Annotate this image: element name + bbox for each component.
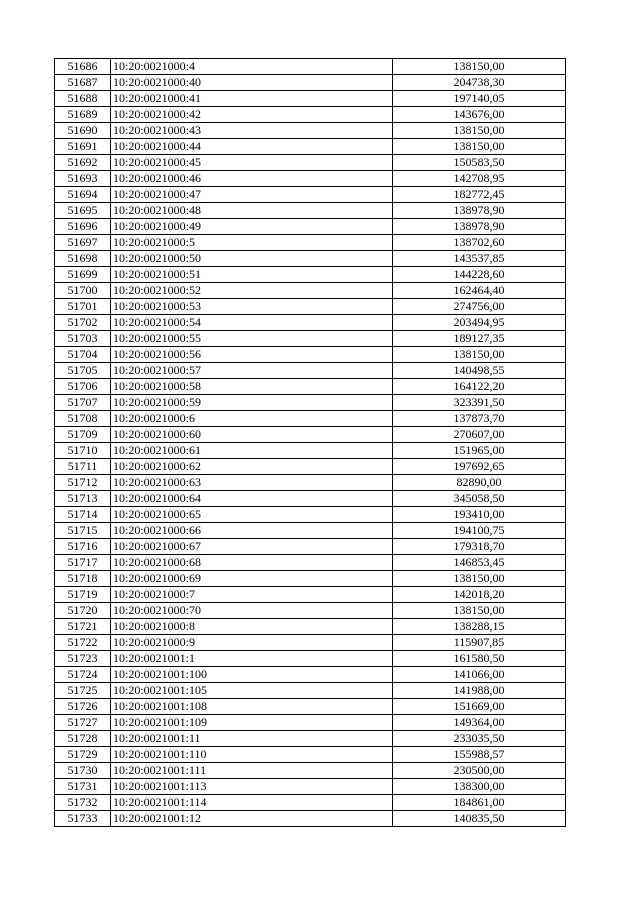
value-cell: 193410,00 [393,507,566,523]
cadastral-number-cell: 10:20:0021000:45 [111,155,393,171]
table-row [55,683,566,699]
value-cell: 138150,00 [393,603,566,619]
value-cell: 197140,05 [393,91,566,107]
cadastral-number-cell: 10:20:0021000:66 [111,523,393,539]
value-cell: 179318,70 [393,539,566,555]
row-number-cell: 51696 [55,219,111,235]
cadastral-number-cell: 10:20:0021000:6 [111,411,393,427]
value-cell: 138150,00 [393,139,566,155]
row-number-cell: 51733 [55,811,111,827]
value-cell: 141066,00 [393,667,566,683]
table-row [55,363,566,379]
cadastral-number-cell: 10:20:0021001:105 [111,683,393,699]
table-row [55,763,566,779]
value-cell: 203494,95 [393,315,566,331]
table-row [55,635,566,651]
row-number-cell: 51723 [55,651,111,667]
value-cell: 141988,00 [393,683,566,699]
cadastral-number-cell: 10:20:0021001:12 [111,811,393,827]
cadastral-number-cell: 10:20:0021000:47 [111,187,393,203]
row-number-cell: 51725 [55,683,111,699]
cadastral-number-cell: 10:20:0021000:55 [111,331,393,347]
value-cell: 197692,65 [393,459,566,475]
value-cell: 194100,75 [393,523,566,539]
table-row [55,171,566,187]
cadastral-number-cell: 10:20:0021000:60 [111,427,393,443]
cadastral-number-cell: 10:20:0021000:52 [111,283,393,299]
value-cell: 140835,50 [393,811,566,827]
value-cell: 345058,50 [393,491,566,507]
table-row [55,315,566,331]
table-row [55,539,566,555]
row-number-cell: 51722 [55,635,111,651]
value-cell: 138150,00 [393,347,566,363]
row-number-cell: 51712 [55,475,111,491]
value-cell: 161580,50 [393,651,566,667]
row-number-cell: 51697 [55,235,111,251]
cadastral-number-cell: 10:20:0021001:111 [111,763,393,779]
cadastral-number-cell: 10:20:0021001:100 [111,667,393,683]
table-row [55,523,566,539]
cadastral-number-cell: 10:20:0021000:69 [111,571,393,587]
table-row [55,491,566,507]
value-cell: 138150,00 [393,123,566,139]
cadastral-number-cell: 10:20:0021000:64 [111,491,393,507]
value-cell: 233035,50 [393,731,566,747]
table-row [55,251,566,267]
cadastral-number-cell: 10:20:0021000:67 [111,539,393,555]
row-number-cell: 51691 [55,139,111,155]
cadastral-number-cell: 10:20:0021001:110 [111,747,393,763]
row-number-cell: 51703 [55,331,111,347]
value-cell: 142708,95 [393,171,566,187]
value-cell: 138978,90 [393,203,566,219]
value-cell: 155988,57 [393,747,566,763]
cadastral-number-cell: 10:20:0021001:11 [111,731,393,747]
cadastral-number-cell: 10:20:0021000:65 [111,507,393,523]
value-cell: 182772,45 [393,187,566,203]
row-number-cell: 51690 [55,123,111,139]
row-number-cell: 51707 [55,395,111,411]
cadastral-number-cell: 10:20:0021000:68 [111,555,393,571]
cadastral-number-cell: 10:20:0021000:8 [111,619,393,635]
value-cell: 115907,85 [393,635,566,651]
value-cell: 137873,70 [393,411,566,427]
row-number-cell: 51711 [55,459,111,475]
table-row [55,811,566,827]
table-row [55,571,566,587]
row-number-cell: 51708 [55,411,111,427]
table-row [55,235,566,251]
table-row [55,699,566,715]
value-cell: 143676,00 [393,107,566,123]
table-row [55,443,566,459]
table-row [55,459,566,475]
value-cell: 162464,40 [393,283,566,299]
table-row [55,587,566,603]
table-row [55,219,566,235]
row-number-cell: 51689 [55,107,111,123]
table-row [55,411,566,427]
table-body [55,59,566,827]
value-cell: 138702,60 [393,235,566,251]
value-cell: 142018,20 [393,587,566,603]
row-number-cell: 51714 [55,507,111,523]
table-row [55,619,566,635]
cadastral-number-cell: 10:20:0021000:42 [111,107,393,123]
cadastral-value-table [54,58,566,827]
value-cell: 82890,00 [393,475,566,491]
row-number-cell: 51699 [55,267,111,283]
row-number-cell: 51705 [55,363,111,379]
table-row [55,187,566,203]
table-row [55,731,566,747]
value-cell: 149364,00 [393,715,566,731]
value-cell: 146853,45 [393,555,566,571]
cadastral-number-cell: 10:20:0021000:5 [111,235,393,251]
table-row [55,155,566,171]
value-cell: 204738,30 [393,75,566,91]
value-cell: 138150,00 [393,59,566,75]
row-number-cell: 51730 [55,763,111,779]
table-row [55,603,566,619]
table-row [55,427,566,443]
cadastral-number-cell: 10:20:0021000:44 [111,139,393,155]
cadastral-number-cell: 10:20:0021001:109 [111,715,393,731]
row-number-cell: 51693 [55,171,111,187]
row-number-cell: 51721 [55,619,111,635]
value-cell: 144228,60 [393,267,566,283]
cadastral-number-cell: 10:20:0021000:4 [111,59,393,75]
row-number-cell: 51726 [55,699,111,715]
cadastral-number-cell: 10:20:0021001:114 [111,795,393,811]
table-row [55,747,566,763]
row-number-cell: 51724 [55,667,111,683]
row-number-cell: 51701 [55,299,111,315]
cadastral-number-cell: 10:20:0021000:70 [111,603,393,619]
cadastral-number-cell: 10:20:0021000:7 [111,587,393,603]
row-number-cell: 51718 [55,571,111,587]
value-cell: 138300,00 [393,779,566,795]
value-cell: 140498,55 [393,363,566,379]
cadastral-number-cell: 10:20:0021000:53 [111,299,393,315]
table-row [55,779,566,795]
value-cell: 274756,00 [393,299,566,315]
row-number-cell: 51704 [55,347,111,363]
row-number-cell: 51686 [55,59,111,75]
row-number-cell: 51728 [55,731,111,747]
cadastral-number-cell: 10:20:0021001:113 [111,779,393,795]
value-cell: 230500,00 [393,763,566,779]
cadastral-number-cell: 10:20:0021000:9 [111,635,393,651]
table-row [55,651,566,667]
table-row [55,379,566,395]
table-row [55,795,566,811]
row-number-cell: 51713 [55,491,111,507]
row-number-cell: 51706 [55,379,111,395]
value-cell: 143537,85 [393,251,566,267]
row-number-cell: 51698 [55,251,111,267]
value-cell: 138150,00 [393,571,566,587]
row-number-cell: 51732 [55,795,111,811]
cadastral-number-cell: 10:20:0021000:59 [111,395,393,411]
table-row [55,667,566,683]
cadastral-number-cell: 10:20:0021000:51 [111,267,393,283]
table-row [55,107,566,123]
table-row [55,331,566,347]
row-number-cell: 51729 [55,747,111,763]
value-cell: 151669,00 [393,699,566,715]
row-number-cell: 51719 [55,587,111,603]
cadastral-number-cell: 10:20:0021000:58 [111,379,393,395]
table-row [55,139,566,155]
cadastral-number-cell: 10:20:0021000:46 [111,171,393,187]
table-row [55,123,566,139]
row-number-cell: 51709 [55,427,111,443]
row-number-cell: 51688 [55,91,111,107]
table-row [55,347,566,363]
cadastral-number-cell: 10:20:0021000:54 [111,315,393,331]
table-row [55,507,566,523]
cadastral-number-cell: 10:20:0021001:108 [111,699,393,715]
table-row [55,475,566,491]
row-number-cell: 51720 [55,603,111,619]
value-cell: 138288,15 [393,619,566,635]
value-cell: 138978,90 [393,219,566,235]
table-row [55,203,566,219]
row-number-cell: 51727 [55,715,111,731]
row-number-cell: 51700 [55,283,111,299]
value-cell: 164122,20 [393,379,566,395]
table-row [55,283,566,299]
cadastral-number-cell: 10:20:0021000:56 [111,347,393,363]
row-number-cell: 51731 [55,779,111,795]
row-number-cell: 51702 [55,315,111,331]
value-cell: 189127,35 [393,331,566,347]
value-cell: 323391,50 [393,395,566,411]
cadastral-number-cell: 10:20:0021000:63 [111,475,393,491]
cadastral-number-cell: 10:20:0021000:50 [111,251,393,267]
cadastral-number-cell: 10:20:0021000:49 [111,219,393,235]
row-number-cell: 51694 [55,187,111,203]
table-row [55,299,566,315]
value-cell: 184861,00 [393,795,566,811]
row-number-cell: 51692 [55,155,111,171]
row-number-cell: 51710 [55,443,111,459]
value-cell: 270607,00 [393,427,566,443]
value-cell: 151965,00 [393,443,566,459]
row-number-cell: 51687 [55,75,111,91]
cadastral-number-cell: 10:20:0021001:1 [111,651,393,667]
row-number-cell: 51717 [55,555,111,571]
table-row [55,59,566,75]
table-row [55,267,566,283]
cadastral-number-cell: 10:20:0021000:40 [111,75,393,91]
table-row [55,555,566,571]
row-number-cell: 51716 [55,539,111,555]
table-row [55,91,566,107]
cadastral-number-cell: 10:20:0021000:62 [111,459,393,475]
table-row [55,715,566,731]
table-row [55,75,566,91]
row-number-cell: 51695 [55,203,111,219]
value-cell: 150583,50 [393,155,566,171]
cadastral-number-cell: 10:20:0021000:57 [111,363,393,379]
row-number-cell: 51715 [55,523,111,539]
cadastral-number-cell: 10:20:0021000:61 [111,443,393,459]
table-row [55,395,566,411]
cadastral-number-cell: 10:20:0021000:48 [111,203,393,219]
cadastral-number-cell: 10:20:0021000:43 [111,123,393,139]
cadastral-number-cell: 10:20:0021000:41 [111,91,393,107]
